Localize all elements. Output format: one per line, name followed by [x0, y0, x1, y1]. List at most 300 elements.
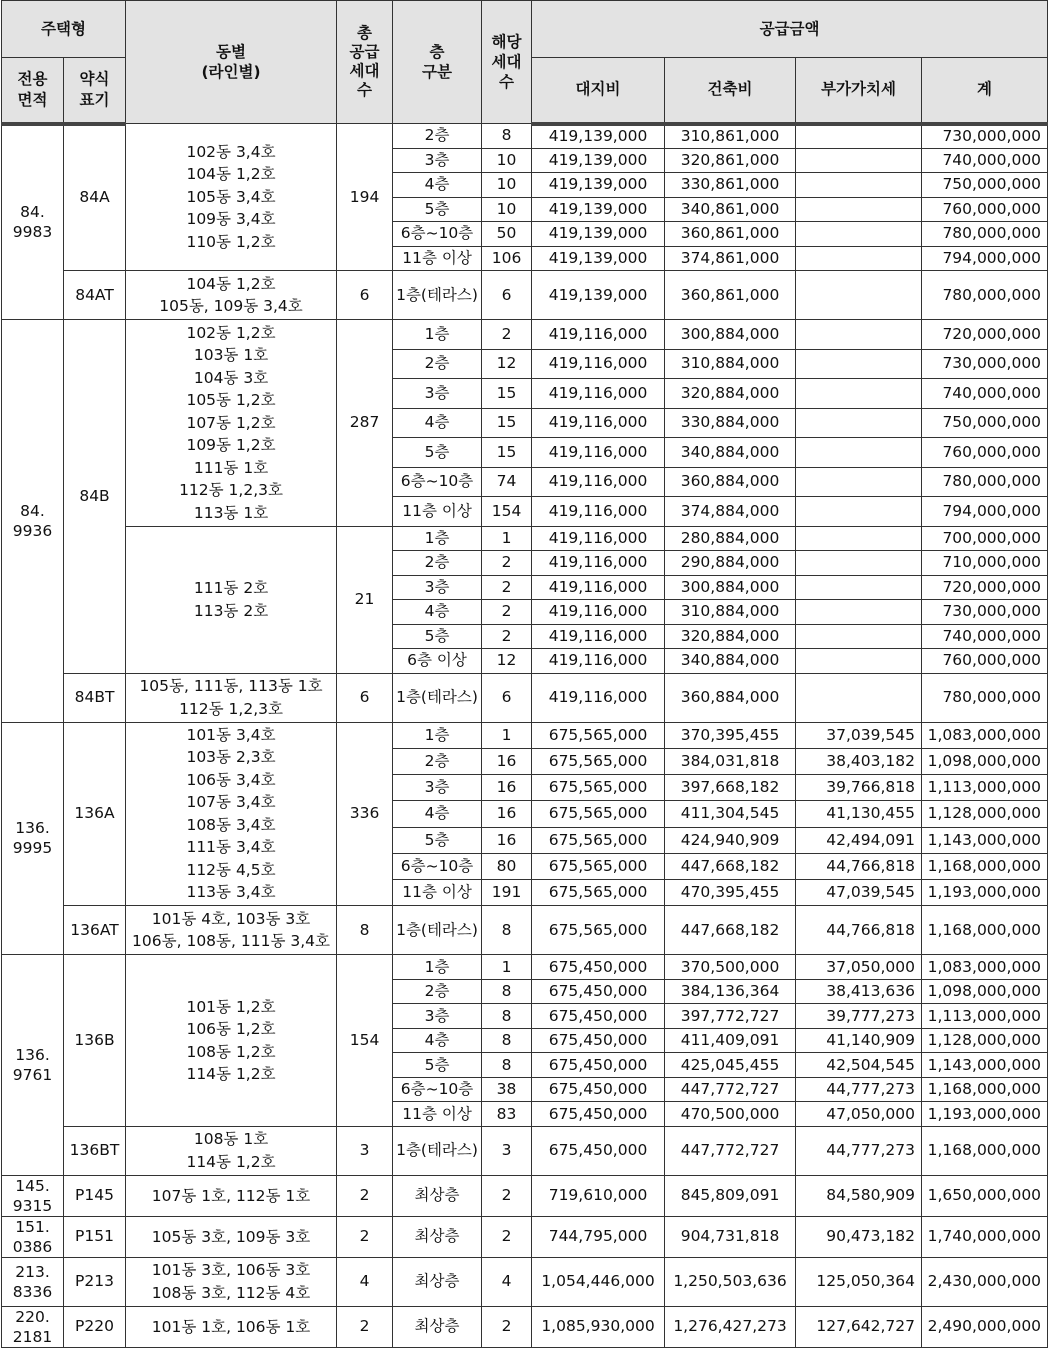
- type-code-cell: 84B: [64, 320, 126, 674]
- dong-line-cell: 107동 1호, 112동 1호: [126, 1175, 337, 1216]
- vat-cell: 41,130,455: [796, 801, 922, 827]
- total-units-cell: 6: [337, 271, 393, 320]
- land-cost-cell: 419,116,000: [532, 649, 665, 674]
- building-cost-cell: 310,884,000: [665, 349, 796, 379]
- total-price-cell: 750,000,000: [922, 408, 1048, 438]
- total-price-cell: 1,113,000,000: [922, 1004, 1048, 1029]
- total-price-cell: 794,000,000: [922, 246, 1048, 271]
- land-cost-cell: 675,565,000: [532, 775, 665, 801]
- table-body: [2, 124, 1048, 1348]
- exclusive-area-cell: 136. 9761: [2, 955, 64, 1176]
- land-cost-cell: 675,565,000: [532, 906, 665, 955]
- vat-cell: [796, 408, 922, 438]
- land-cost-cell: 419,139,000: [532, 222, 665, 247]
- dong-line-cell: 101동 3,4호 103동 2,3호 106동 3,4호 107동 3,4호 108동 3,4호 111동 3,4호 112동 4,5호 113동 3,4호: [126, 722, 337, 906]
- dong-line-cell: 101동 3호, 106동 3호 108동 3호, 112동 4호: [126, 1257, 337, 1306]
- exclusive-area-cell: 136. 9995: [2, 722, 64, 955]
- units-cell: 8: [482, 1053, 532, 1078]
- building-cost-cell: 447,668,182: [665, 853, 796, 879]
- floor-cell: 4층: [393, 173, 482, 198]
- vat-cell: [796, 551, 922, 576]
- floor-cell: 5층: [393, 1053, 482, 1078]
- exclusive-area-cell: 213. 8336: [2, 1257, 64, 1306]
- building-cost-cell: 300,884,000: [665, 575, 796, 600]
- vat-cell: [796, 497, 922, 527]
- building-cost-cell: 340,884,000: [665, 438, 796, 468]
- table-row: [2, 124, 1048, 149]
- total-units-cell: 8: [337, 906, 393, 955]
- units-cell: 16: [482, 801, 532, 827]
- dong-line-cell: 102동 3,4호 104동 1,2호 105동 3,4호 109동 3,4호 110동 1,2호: [126, 124, 337, 271]
- table-row: [2, 955, 1048, 980]
- total-price-cell: 1,168,000,000: [922, 853, 1048, 879]
- type-code-cell: 136BT: [64, 1126, 126, 1175]
- vat-cell: [796, 148, 922, 173]
- floor-cell: 1층: [393, 955, 482, 980]
- total-price-cell: 1,650,000,000: [922, 1175, 1048, 1216]
- floor-cell: 5층: [393, 827, 482, 853]
- building-cost-cell: 320,884,000: [665, 624, 796, 649]
- building-cost-cell: 320,861,000: [665, 148, 796, 173]
- units-cell: 2: [482, 575, 532, 600]
- table-row: [2, 1126, 1048, 1175]
- vat-cell: [796, 526, 922, 551]
- land-cost-cell: 675,450,000: [532, 1028, 665, 1053]
- vat-cell: [796, 600, 922, 625]
- floor-cell: 3층: [393, 575, 482, 600]
- floor-cell: 11층 이상: [393, 880, 482, 906]
- total-units-cell: 3: [337, 1126, 393, 1175]
- vat-cell: 42,504,545: [796, 1053, 922, 1078]
- building-cost-cell: 374,861,000: [665, 246, 796, 271]
- units-cell: 2: [482, 1216, 532, 1257]
- units-cell: 12: [482, 349, 532, 379]
- total-price-cell: 780,000,000: [922, 271, 1048, 320]
- units-cell: 15: [482, 408, 532, 438]
- vat-cell: 38,403,182: [796, 748, 922, 774]
- land-cost-cell: 675,450,000: [532, 1077, 665, 1102]
- type-code-cell: 84A: [64, 124, 126, 271]
- land-cost-cell: 675,450,000: [532, 1053, 665, 1078]
- land-cost-cell: 419,139,000: [532, 173, 665, 198]
- building-cost-cell: 310,861,000: [665, 124, 796, 149]
- building-cost-cell: 1,276,427,273: [665, 1306, 796, 1347]
- building-cost-cell: 397,772,727: [665, 1004, 796, 1029]
- units-cell: 16: [482, 827, 532, 853]
- total-units-cell: 4: [337, 1257, 393, 1306]
- building-cost-cell: 290,884,000: [665, 551, 796, 576]
- dong-line-cell: 104동 1,2호 105동, 109동 3,4호: [126, 271, 337, 320]
- units-cell: 10: [482, 148, 532, 173]
- building-cost-cell: 470,395,455: [665, 880, 796, 906]
- units-cell: 6: [482, 271, 532, 320]
- floor-cell: 6층 이상: [393, 649, 482, 674]
- table-row: [2, 526, 1048, 551]
- land-cost-cell: 675,565,000: [532, 801, 665, 827]
- units-cell: 2: [482, 320, 532, 350]
- units-cell: 8: [482, 1028, 532, 1053]
- header-housing-type: 주택형: [2, 1, 126, 58]
- total-price-cell: 1,113,000,000: [922, 775, 1048, 801]
- vat-cell: 37,050,000: [796, 955, 922, 980]
- dong-line-cell: 101동 1,2호 106동 1,2호 108동 1,2호 114동 1,2호: [126, 955, 337, 1127]
- floor-cell: 6층~10층: [393, 1077, 482, 1102]
- total-price-cell: 1,143,000,000: [922, 1053, 1048, 1078]
- vat-cell: [796, 197, 922, 222]
- type-code-cell: P145: [64, 1175, 126, 1216]
- land-cost-cell: 419,139,000: [532, 148, 665, 173]
- units-cell: 4: [482, 1257, 532, 1306]
- floor-cell: 1층(테라스): [393, 673, 482, 722]
- floor-cell: 11층 이상: [393, 246, 482, 271]
- table-row: [2, 1306, 1048, 1347]
- vat-cell: [796, 467, 922, 497]
- land-cost-cell: 419,116,000: [532, 497, 665, 527]
- land-cost-cell: 675,565,000: [532, 748, 665, 774]
- total-price-cell: 1,168,000,000: [922, 1077, 1048, 1102]
- type-code-cell: 84BT: [64, 673, 126, 722]
- total-price-cell: 760,000,000: [922, 649, 1048, 674]
- header-floor: 층 구분: [393, 1, 482, 124]
- total-price-cell: 1,168,000,000: [922, 1126, 1048, 1175]
- vat-cell: [796, 173, 922, 198]
- exclusive-area-cell: 220. 2181: [2, 1306, 64, 1347]
- total-price-cell: 740,000,000: [922, 624, 1048, 649]
- floor-cell: 3층: [393, 775, 482, 801]
- land-cost-cell: 419,116,000: [532, 467, 665, 497]
- vat-cell: 44,766,818: [796, 906, 922, 955]
- vat-cell: [796, 575, 922, 600]
- building-cost-cell: 340,861,000: [665, 197, 796, 222]
- table-row: [2, 1257, 1048, 1306]
- land-cost-cell: 419,139,000: [532, 197, 665, 222]
- land-cost-cell: 675,565,000: [532, 853, 665, 879]
- building-cost-cell: 425,045,455: [665, 1053, 796, 1078]
- building-cost-cell: 370,395,455: [665, 722, 796, 748]
- floor-cell: 5층: [393, 197, 482, 222]
- floor-cell: 최상층: [393, 1257, 482, 1306]
- total-price-cell: 2,430,000,000: [922, 1257, 1048, 1306]
- building-cost-cell: 411,304,545: [665, 801, 796, 827]
- land-cost-cell: 1,054,446,000: [532, 1257, 665, 1306]
- units-cell: 154: [482, 497, 532, 527]
- units-cell: 2: [482, 1175, 532, 1216]
- building-cost-cell: 397,668,182: [665, 775, 796, 801]
- land-cost-cell: 419,116,000: [532, 526, 665, 551]
- floor-cell: 3층: [393, 1004, 482, 1029]
- building-cost-cell: 447,772,727: [665, 1077, 796, 1102]
- supply-price-table: [1, 0, 1048, 1348]
- floor-cell: 최상층: [393, 1306, 482, 1347]
- vat-cell: 37,039,545: [796, 722, 922, 748]
- total-price-cell: 730,000,000: [922, 600, 1048, 625]
- total-price-cell: 1,128,000,000: [922, 801, 1048, 827]
- vat-cell: 41,140,909: [796, 1028, 922, 1053]
- total-price-cell: 1,143,000,000: [922, 827, 1048, 853]
- units-cell: 10: [482, 173, 532, 198]
- total-price-cell: 780,000,000: [922, 673, 1048, 722]
- vat-cell: 90,473,182: [796, 1216, 922, 1257]
- vat-cell: [796, 349, 922, 379]
- floor-cell: 최상층: [393, 1175, 482, 1216]
- total-price-cell: 760,000,000: [922, 197, 1048, 222]
- dong-line-cell: 101동 1호, 106동 1호: [126, 1306, 337, 1347]
- units-cell: 12: [482, 649, 532, 674]
- vat-cell: [796, 320, 922, 350]
- total-price-cell: 1,193,000,000: [922, 880, 1048, 906]
- building-cost-cell: 447,772,727: [665, 1126, 796, 1175]
- building-cost-cell: 470,500,000: [665, 1102, 796, 1127]
- units-cell: 2: [482, 1306, 532, 1347]
- floor-cell: 1층(테라스): [393, 1126, 482, 1175]
- total-price-cell: 1,168,000,000: [922, 906, 1048, 955]
- type-code-cell: P220: [64, 1306, 126, 1347]
- dong-line-cell: 105동 3호, 109동 3호: [126, 1216, 337, 1257]
- total-price-cell: 1,128,000,000: [922, 1028, 1048, 1053]
- vat-cell: [796, 438, 922, 468]
- table-row: [2, 271, 1048, 320]
- units-cell: 2: [482, 551, 532, 576]
- header-short-mark: 약식 표기: [64, 58, 126, 124]
- exclusive-area-cell: 84. 9936: [2, 320, 64, 723]
- vat-cell: 127,642,727: [796, 1306, 922, 1347]
- floor-cell: 1층(테라스): [393, 906, 482, 955]
- dong-line-cell: 105동, 111동, 113동 1호 112동 1,2,3호: [126, 673, 337, 722]
- building-cost-cell: 411,409,091: [665, 1028, 796, 1053]
- vat-cell: [796, 271, 922, 320]
- units-cell: 83: [482, 1102, 532, 1127]
- exclusive-area-cell: 151. 0386: [2, 1216, 64, 1257]
- land-cost-cell: 675,565,000: [532, 827, 665, 853]
- floor-cell: 3층: [393, 379, 482, 409]
- total-price-cell: 794,000,000: [922, 497, 1048, 527]
- floor-cell: 4층: [393, 1028, 482, 1053]
- building-cost-cell: 360,884,000: [665, 467, 796, 497]
- land-cost-cell: 419,116,000: [532, 575, 665, 600]
- header-land-cost: 대지비: [532, 58, 665, 124]
- vat-cell: 125,050,364: [796, 1257, 922, 1306]
- vat-cell: 44,777,273: [796, 1126, 922, 1175]
- floor-cell: 1층: [393, 320, 482, 350]
- building-cost-cell: 1,250,503,636: [665, 1257, 796, 1306]
- units-cell: 50: [482, 222, 532, 247]
- total-price-cell: 720,000,000: [922, 575, 1048, 600]
- units-cell: 1: [482, 722, 532, 748]
- floor-cell: 4층: [393, 408, 482, 438]
- total-price-cell: 730,000,000: [922, 124, 1048, 149]
- total-price-cell: 750,000,000: [922, 173, 1048, 198]
- units-cell: 8: [482, 979, 532, 1004]
- floor-cell: 최상층: [393, 1216, 482, 1257]
- building-cost-cell: 340,884,000: [665, 649, 796, 674]
- exclusive-area-cell: 145. 9315: [2, 1175, 64, 1216]
- dong-line-cell: 102동 1,2호 103동 1호 104동 3호 105동 1,2호 107동 1,2호 109동 1,2호 111동 1호 112동 1,2,3호 113동 1호: [126, 320, 337, 527]
- vat-cell: [796, 379, 922, 409]
- floor-cell: 1층: [393, 722, 482, 748]
- land-cost-cell: 675,450,000: [532, 1102, 665, 1127]
- building-cost-cell: 384,031,818: [665, 748, 796, 774]
- land-cost-cell: 675,450,000: [532, 1126, 665, 1175]
- total-price-cell: 1,083,000,000: [922, 722, 1048, 748]
- land-cost-cell: 675,450,000: [532, 979, 665, 1004]
- vat-cell: 39,777,273: [796, 1004, 922, 1029]
- land-cost-cell: 744,795,000: [532, 1216, 665, 1257]
- total-price-cell: 740,000,000: [922, 148, 1048, 173]
- units-cell: 80: [482, 853, 532, 879]
- vat-cell: [796, 124, 922, 149]
- vat-cell: 42,494,091: [796, 827, 922, 853]
- units-cell: 1: [482, 955, 532, 980]
- total-units-cell: 336: [337, 722, 393, 906]
- total-units-cell: 154: [337, 955, 393, 1127]
- units-cell: 8: [482, 124, 532, 149]
- land-cost-cell: 419,116,000: [532, 624, 665, 649]
- total-price-cell: 720,000,000: [922, 320, 1048, 350]
- floor-cell: 2층: [393, 349, 482, 379]
- total-price-cell: 760,000,000: [922, 438, 1048, 468]
- vat-cell: 44,766,818: [796, 853, 922, 879]
- total-price-cell: 1,098,000,000: [922, 979, 1048, 1004]
- units-cell: 106: [482, 246, 532, 271]
- total-units-cell: 287: [337, 320, 393, 527]
- type-code-cell: P151: [64, 1216, 126, 1257]
- table-row: [2, 906, 1048, 955]
- land-cost-cell: 419,116,000: [532, 408, 665, 438]
- land-cost-cell: 419,116,000: [532, 600, 665, 625]
- table-row: [2, 1175, 1048, 1216]
- building-cost-cell: 330,884,000: [665, 408, 796, 438]
- floor-cell: 11층 이상: [393, 497, 482, 527]
- vat-cell: 47,050,000: [796, 1102, 922, 1127]
- units-cell: 38: [482, 1077, 532, 1102]
- total-units-cell: 2: [337, 1175, 393, 1216]
- land-cost-cell: 419,116,000: [532, 673, 665, 722]
- total-price-cell: 710,000,000: [922, 551, 1048, 576]
- vat-cell: [796, 624, 922, 649]
- table-row: [2, 722, 1048, 748]
- vat-cell: 38,413,636: [796, 979, 922, 1004]
- building-cost-cell: 330,861,000: [665, 173, 796, 198]
- units-cell: 15: [482, 379, 532, 409]
- land-cost-cell: 675,450,000: [532, 955, 665, 980]
- floor-cell: 1층: [393, 526, 482, 551]
- table-row: [2, 320, 1048, 350]
- units-cell: 191: [482, 880, 532, 906]
- header-units: 해당 세대 수: [482, 1, 532, 124]
- units-cell: 15: [482, 438, 532, 468]
- total-price-cell: 780,000,000: [922, 222, 1048, 247]
- header-building-cost: 건축비: [665, 58, 796, 124]
- land-cost-cell: 419,139,000: [532, 124, 665, 149]
- total-units-cell: 2: [337, 1306, 393, 1347]
- vat-cell: [796, 649, 922, 674]
- land-cost-cell: 419,116,000: [532, 438, 665, 468]
- total-price-cell: 1,740,000,000: [922, 1216, 1048, 1257]
- table-row: [2, 1216, 1048, 1257]
- floor-cell: 3층: [393, 148, 482, 173]
- total-price-cell: 2,490,000,000: [922, 1306, 1048, 1347]
- building-cost-cell: 300,884,000: [665, 320, 796, 350]
- units-cell: 8: [482, 1004, 532, 1029]
- floor-cell: 2층: [393, 124, 482, 149]
- dong-line-cell: 108동 1호 114동 1,2호: [126, 1126, 337, 1175]
- header-supply-price: 공급금액: [532, 1, 1048, 58]
- land-cost-cell: 419,116,000: [532, 349, 665, 379]
- dong-line-cell: 101동 4호, 103동 3호 106동, 108동, 111동 3,4호: [126, 906, 337, 955]
- total-price-cell: 780,000,000: [922, 467, 1048, 497]
- units-cell: 2: [482, 624, 532, 649]
- building-cost-cell: 384,136,364: [665, 979, 796, 1004]
- floor-cell: 6층~10층: [393, 222, 482, 247]
- vat-cell: 39,766,818: [796, 775, 922, 801]
- building-cost-cell: 374,884,000: [665, 497, 796, 527]
- units-cell: 10: [482, 197, 532, 222]
- type-code-cell: 136A: [64, 722, 126, 906]
- floor-cell: 4층: [393, 600, 482, 625]
- floor-cell: 11층 이상: [393, 1102, 482, 1127]
- total-units-cell: 194: [337, 124, 393, 271]
- floor-cell: 2층: [393, 551, 482, 576]
- building-cost-cell: 904,731,818: [665, 1216, 796, 1257]
- building-cost-cell: 280,884,000: [665, 526, 796, 551]
- land-cost-cell: 1,085,930,000: [532, 1306, 665, 1347]
- header-total: 계: [922, 58, 1048, 124]
- vat-cell: 47,039,545: [796, 880, 922, 906]
- header-vat: 부가가치세: [796, 58, 922, 124]
- vat-cell: [796, 246, 922, 271]
- type-code-cell: P213: [64, 1257, 126, 1306]
- units-cell: 6: [482, 673, 532, 722]
- land-cost-cell: 419,116,000: [532, 320, 665, 350]
- land-cost-cell: 419,116,000: [532, 551, 665, 576]
- type-code-cell: 84AT: [64, 271, 126, 320]
- units-cell: 16: [482, 748, 532, 774]
- floor-cell: 2층: [393, 979, 482, 1004]
- header-exclusive-area: 전용 면적: [2, 58, 64, 124]
- building-cost-cell: 310,884,000: [665, 600, 796, 625]
- header-dong: 동별 (라인별): [126, 1, 337, 124]
- units-cell: 2: [482, 600, 532, 625]
- building-cost-cell: 845,809,091: [665, 1175, 796, 1216]
- total-price-cell: 700,000,000: [922, 526, 1048, 551]
- land-cost-cell: 719,610,000: [532, 1175, 665, 1216]
- building-cost-cell: 370,500,000: [665, 955, 796, 980]
- header-total-units: 총 공급 세대 수: [337, 1, 393, 124]
- total-price-cell: 1,083,000,000: [922, 955, 1048, 980]
- units-cell: 1: [482, 526, 532, 551]
- units-cell: 74: [482, 467, 532, 497]
- floor-cell: 6층~10층: [393, 853, 482, 879]
- floor-cell: 1층(테라스): [393, 271, 482, 320]
- total-units-cell: 6: [337, 673, 393, 722]
- units-cell: 8: [482, 906, 532, 955]
- floor-cell: 6층~10층: [393, 467, 482, 497]
- floor-cell: 5층: [393, 438, 482, 468]
- land-cost-cell: 675,565,000: [532, 880, 665, 906]
- land-cost-cell: 419,116,000: [532, 379, 665, 409]
- exclusive-area-cell: 84. 9983: [2, 124, 64, 320]
- type-code-cell: 136B: [64, 955, 126, 1127]
- building-cost-cell: 447,668,182: [665, 906, 796, 955]
- land-cost-cell: 675,565,000: [532, 722, 665, 748]
- units-cell: 3: [482, 1126, 532, 1175]
- total-units-cell: 21: [337, 526, 393, 673]
- vat-cell: [796, 673, 922, 722]
- land-cost-cell: 419,139,000: [532, 271, 665, 320]
- table-row: [2, 673, 1048, 722]
- vat-cell: 44,777,273: [796, 1077, 922, 1102]
- total-price-cell: 1,098,000,000: [922, 748, 1048, 774]
